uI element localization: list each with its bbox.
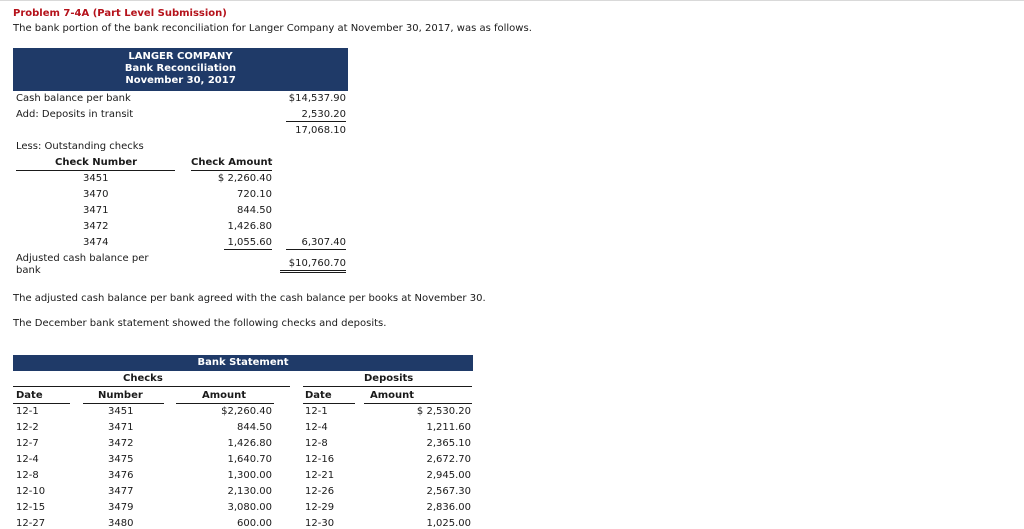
- row-deposit-amount: 1,025.00: [426, 518, 471, 529]
- row-date: 12-4: [16, 454, 39, 465]
- outstanding-check-number: 3451: [83, 173, 109, 184]
- row-number: 3471: [108, 422, 134, 433]
- checks-header: Checks: [123, 373, 163, 384]
- row-deposit-date: 12-4: [305, 422, 328, 433]
- row-number: 3475: [108, 454, 134, 465]
- row-amount: 3,080.00: [227, 502, 272, 513]
- outstanding-total: 6,307.40: [286, 237, 346, 250]
- row-date: 12-27: [16, 518, 46, 529]
- outstanding-check-number: 3474: [83, 237, 109, 248]
- bank-statement-header: Bank Statement: [13, 355, 473, 371]
- adjusted-balance-value: $10,760.70: [280, 258, 346, 273]
- outstanding-check-number: 3470: [83, 189, 109, 200]
- row-amount: 1,300.00: [227, 470, 272, 481]
- deposits-label: Add: Deposits in transit: [16, 109, 134, 120]
- reconciliation-date: November 30, 2017: [125, 75, 236, 86]
- subtotal-value: 17,068.10: [295, 125, 346, 136]
- outstanding-check-amount: 1,055.60: [224, 237, 272, 250]
- checks-rule: [13, 386, 290, 387]
- row-deposit-amount: 2,567.30: [426, 486, 471, 497]
- check-amount-rule: [191, 170, 272, 171]
- col-date-rule: [13, 403, 70, 404]
- problem-title: Problem 7-4A (Part Level Submission): [13, 8, 227, 19]
- cash-balance-value: $14,537.90: [288, 93, 346, 104]
- row-date: 12-2: [16, 422, 39, 433]
- outstanding-check-amount: 1,426.80: [227, 221, 272, 232]
- col-date: Date: [16, 390, 43, 401]
- check-number-rule: [16, 170, 175, 171]
- problem-intro: The bank portion of the bank reconciliation for Langer Company at November 30, 2017, was as follows.: [13, 23, 532, 34]
- col-deposit-amount: Amount: [370, 390, 415, 401]
- row-number: 3476: [108, 470, 134, 481]
- row-deposit-amount: $ 2,530.20: [416, 406, 471, 417]
- outstanding-check-number: 3472: [83, 221, 109, 232]
- row-deposit-date: 12-29: [305, 502, 335, 513]
- row-amount: 844.50: [237, 422, 272, 433]
- row-number: 3451: [108, 406, 134, 417]
- deposits-rule: [303, 386, 472, 387]
- row-amount: 1,426.80: [227, 438, 272, 449]
- check-amount-header: Check Amount: [191, 157, 273, 168]
- cash-balance-label: Cash balance per bank: [16, 93, 131, 104]
- col-amount: Amount: [202, 390, 247, 401]
- company-name: LANGER COMPANY: [128, 51, 233, 62]
- col-deposit-date-rule: [303, 403, 355, 404]
- col-amount-rule: [176, 403, 274, 404]
- row-number: 3480: [108, 518, 134, 529]
- reconciliation-header: [13, 48, 348, 91]
- row-deposit-amount: 2,945.00: [426, 470, 471, 481]
- outstanding-check-number: 3471: [83, 205, 109, 216]
- row-deposit-date: 12-26: [305, 486, 335, 497]
- reconciliation-heading: Bank Reconciliation: [124, 63, 237, 74]
- less-outstanding-label: Less: Outstanding checks: [16, 141, 144, 152]
- row-date: 12-7: [16, 438, 39, 449]
- row-amount: 1,640.70: [227, 454, 272, 465]
- row-deposit-amount: 2,836.00: [426, 502, 471, 513]
- outstanding-check-amount: 720.10: [237, 189, 272, 200]
- row-deposit-date: 12-21: [305, 470, 335, 481]
- col-number-rule: [83, 403, 164, 404]
- row-date: 12-15: [16, 502, 46, 513]
- col-deposit-date: Date: [305, 390, 332, 401]
- adjusted-balance-label: Adjusted cash balance per bank: [16, 253, 149, 276]
- agreed-note: The adjusted cash balance per bank agreed with the cash balance per books at November 30.: [13, 293, 486, 304]
- row-deposit-date: 12-1: [305, 406, 328, 417]
- row-date: 12-8: [16, 470, 39, 481]
- row-deposit-amount: 2,365.10: [426, 438, 471, 449]
- row-deposit-date: 12-8: [305, 438, 328, 449]
- col-number: Number: [98, 390, 143, 401]
- top-border: [0, 0, 1024, 1]
- row-amount: 2,130.00: [227, 486, 272, 497]
- row-deposit-date: 12-30: [305, 518, 335, 529]
- check-number-header: Check Number: [55, 157, 138, 168]
- row-date: 12-10: [16, 486, 46, 497]
- row-number: 3477: [108, 486, 134, 497]
- row-deposit-amount: 1,211.60: [426, 422, 471, 433]
- col-deposit-amount-rule: [364, 403, 472, 404]
- row-amount: 600.00: [237, 518, 272, 529]
- row-number: 3472: [108, 438, 134, 449]
- row-deposit-date: 12-16: [305, 454, 335, 465]
- deposits-header: Deposits: [364, 373, 414, 384]
- december-note: The December bank statement showed the following checks and deposits.: [13, 318, 387, 329]
- row-deposit-amount: 2,672.70: [426, 454, 471, 465]
- deposits-value: 2,530.20: [286, 109, 346, 122]
- row-date: 12-1: [16, 406, 39, 417]
- outstanding-check-amount: $ 2,260.40: [217, 173, 272, 184]
- row-number: 3479: [108, 502, 134, 513]
- outstanding-check-amount: 844.50: [237, 205, 272, 216]
- row-amount: $2,260.40: [221, 406, 272, 417]
